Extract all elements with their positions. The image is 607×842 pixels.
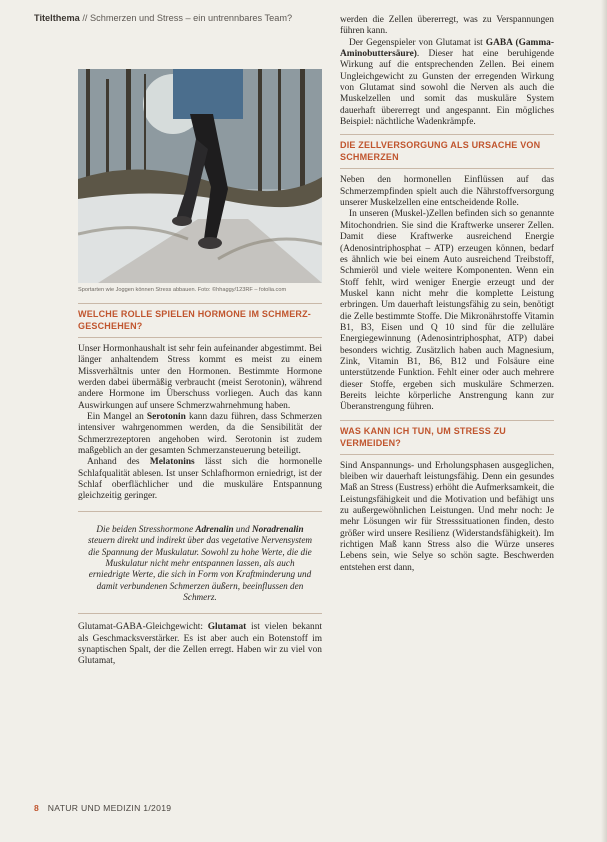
section-heading-stress-vermeiden: WAS KANN ICH TUN, UM STRESS ZU VERMEIDEN? (340, 420, 554, 455)
paragraph: Der Gegenspieler von Glutamat ist GABA (Gamma-Aminobuttersäure). Dieser hat eine beruhigende Wirkung auf die entsprechenden Zellen. Bei einem Ungleichgewicht zu Gunsten der erregenden Wirkung von Glutamat sind sowohl die Nerven als auch die Muskelzellen und somit das muskuläre System dauerhaft übererregt und angespannt. Ein mögliches Beispiel: nächtliche Wadenkrämpfe. (340, 37, 554, 128)
term-adrenalin: Adrenalin (195, 523, 234, 534)
paragraph: Glutamat-GABA-Gleichgewicht: Glutamat ist vielen bekannt als Geschmacksverstärker. Es ist aber auch ein Botenstoff im synaptischen Spalt, der die Zellen erregt. Haben wir zu viel von Glutamat, (78, 622, 322, 667)
right-column (340, 15, 554, 574)
paragraph: Unser Hormonhaushalt ist sehr fein aufeinander abgestimmt. Bei länger anhaltendem Stress kommt es meist zu einem Missverhältnis unter den Hormonen. Bestimmte Hormone werden dabei übermäßig verbraucht (meist Serotonin), während andere Hormone im Überschuss vorliegen. Auch das kann Auswirkungen auf unsere Schmerzwahrnehmung haben. (78, 344, 322, 411)
paragraph: In unseren (Muskel-)Zellen befinden sich so genannte Mitochondrien. Sie sind die Kraftwerke unserer Zellen. Damit diese Kraftwerke ausreichend Energie (Adenosintriphosphat – ATP) erzeugen können, bedarf es ähnlich wie bei einem Auto ausreichend Treibstoff, Schmieröl und viele weitere Komponenten. Wenn ein Stoff fehlt, wird weniger Energie erzeugt und der Muskel kann nicht mehr die komplette Leistung erbringen. Um dauerhaft leistungsfähig zu sein, benötigt die Zelle bestimmte Stoffe. Die Mikronährstoffe Vitamin B1, B3, Eisen und Q 10 sind für die zelluläre Energiegewinnung (Adenosintriphosphat, ATP) dabei besonders wichtig. Zusätzlich haben auch Magnesium, Zink, Vitamin B1, B6, B12 und Folsäure eine unterstützende Funktion. Fehlt einer oder auch mehrere dieser Stoffe, ergeben sich muskuläre Schmerzen. Bereits leichte körperliche Anstrengung kann zur Überanstrengung führen. (340, 209, 554, 413)
paragraph: werden die Zellen übererregt, was zu Verspannungen führen kann. (340, 15, 554, 37)
publication-name: NATUR UND MEDIZIN 1/2019 (47, 803, 172, 813)
pull-quote: Die beiden Stresshormone Adrenalin und Noradrenalin steuern direkt und indirekt über das vegetative Nervensystem die Spannung der Muskulatur. Sowohl zu hohe Werte, die die Muskulatur nicht mehr entspannen lassen, als auch erniedrigte Werte, die sich in Form von Kraftminderung und damit verbundenen Schmerzen äußern, beeinflussen den Schmerz. (78, 511, 322, 614)
header-title: Schmerzen und Stress – ein untrennbares Team? (90, 13, 293, 23)
section-heading-zellversorgung: DIE ZELLVERSORGUNG ALS URSACHE VON SCHMERZEN (340, 134, 554, 169)
running-header (34, 13, 334, 23)
photo-illustration (78, 69, 322, 283)
header-section: Titelthema (34, 13, 80, 23)
page-gutter-shadow (601, 0, 607, 842)
page-number: 8 (34, 803, 40, 813)
term-melatonin: Melatonins (149, 457, 195, 468)
left-column (78, 69, 322, 668)
paragraph: Anhand des Melatonins lässt sich die hormonelle Schlafqualität ablesen. Ist unser Schlafhormon erniedrigt, ist der Schlaf oberflächlicher und die muskuläre Entspannung gleichzeitig geringer. (78, 457, 323, 502)
paragraph: Neben den hormonellen Einflüssen auf das Schmerzempfinden spielt auch die Nährstoffversorgung unserer Muskelzellen eine entscheidende Rolle. (340, 175, 554, 209)
winter-running-photo (78, 69, 322, 283)
header-separator: // (82, 13, 88, 23)
section-heading-hormone: WELCHE ROLLE SPIELEN HORMONE IM SCHMERZ-GESCHEHEN? (78, 303, 322, 338)
term-serotonin: Serotonin (146, 412, 186, 423)
photo-caption: Sportarten wie Joggen können Stress abbauen. Foto: ©hhaggy/123RF – fotolia.com (78, 287, 287, 293)
term-gaba: GABA (Gamma-Aminobuttersäure) (340, 37, 554, 60)
page-footer (34, 803, 314, 813)
paragraph: Ein Mangel an Serotonin kann dazu führen, dass Schmerzen intensiver wahrgenommen werden, da die Sensibilität der Schmerzrezeptoren angehoben wird. Serotonin ist zudem maßgeblich an der gesamten Schmerzansteuerung beteiligt. (78, 412, 322, 457)
term-glutamat: Glutamat (207, 622, 247, 633)
paragraph: Sind Anspannungs- und Erholungsphasen ausgeglichen, bleiben wir dauerhaft leistungsfähig. Denn ein gesundes Maß an Stress (Eustress) erhöht die Aufmerksamkeit, die Leistungsfähigkeit und die Motivation und befähigt uns zu außergewöhnlichen Leistungen. Und mehr noch: Je mehr Lösungen wir für Stresssituationen finden, desto größer wird unsere Resilienz (Widerstandsfähigkeit). Im richtigen Maß kann Stress also die Würze unseres Lebens sein, wie Selye so schön sagte. Beschwerden entstehen erst dann, (340, 460, 555, 573)
term-noradrenalin: Noradrenalin (252, 523, 304, 534)
